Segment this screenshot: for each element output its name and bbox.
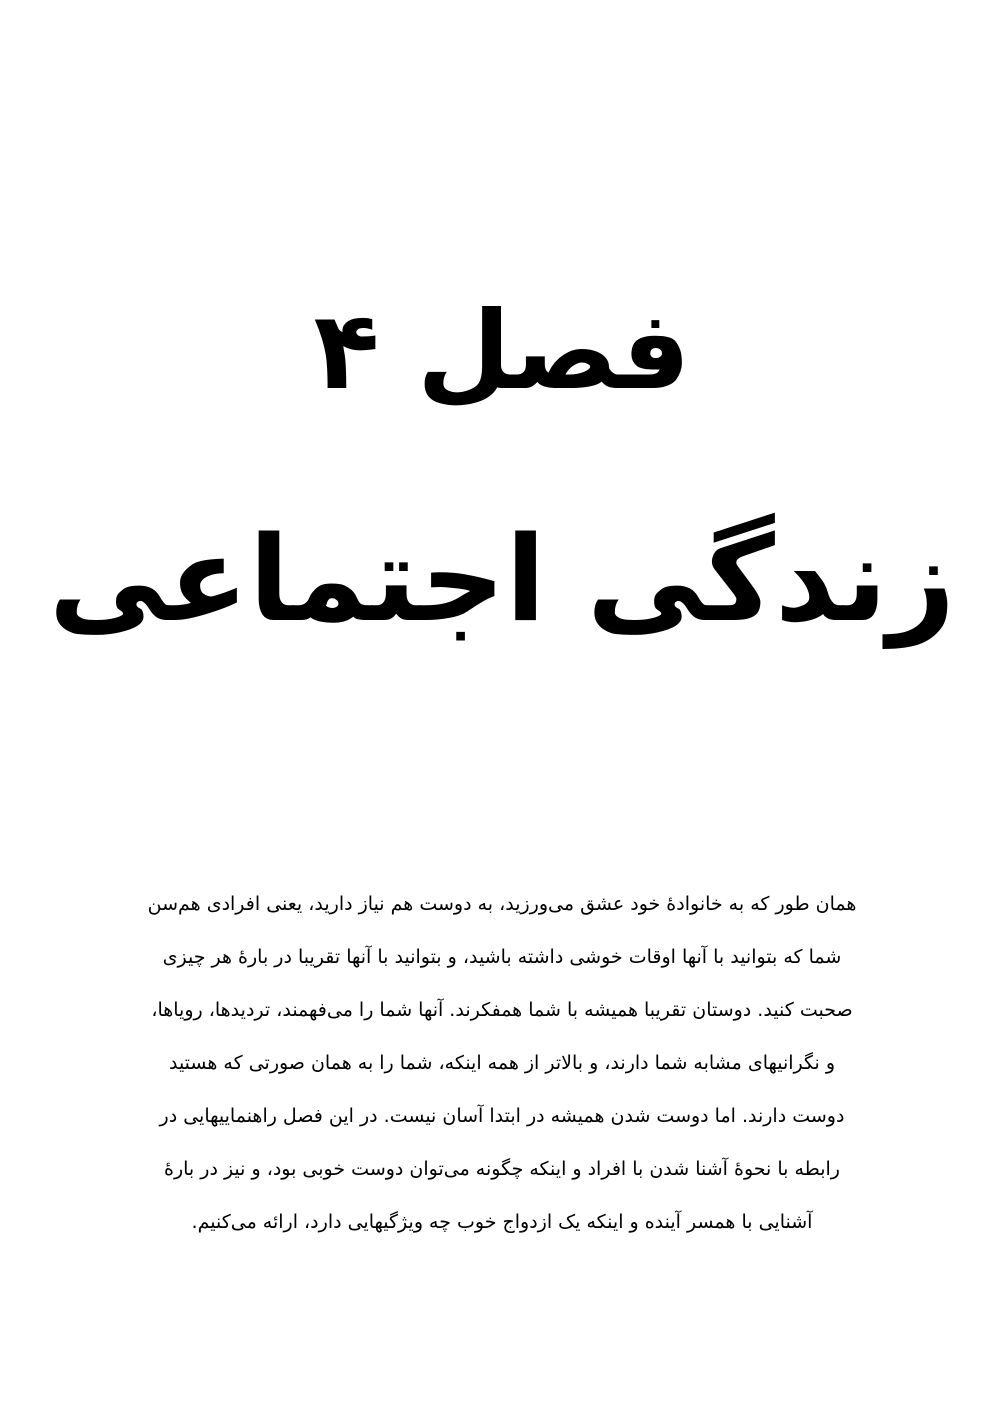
intro-line: و نگرانیهای مشابه شما دارند، و بالاتر از همه اینکه، شما را به همان صورتی که هستید xyxy=(168,1052,836,1074)
chapter-number-heading: فصل ۴ xyxy=(313,289,691,414)
intro-line: آشنایی با همسر آینده و اینکه یک ازدواج خوب چه ویژگیهایی دارد، ارائه می‌کنیم. xyxy=(191,1211,813,1233)
intro-line: رابطه با نحوهٔ آشنا شدن با افراد و اینکه چگونه می‌توان دوست خوبی بود، و نیز در بارهٔ xyxy=(164,1158,840,1180)
chapter-intro-paragraph xyxy=(70,878,934,1249)
intro-line: همان طور که به خانوادهٔ خود عشق می‌ورزید، به دوست هم نیاز دارید، یعنی افرادی هم‌سن xyxy=(147,893,857,915)
intro-line: شما که بتوانید با آنها اوقات خوشی داشته باشید، و بتوانید با آنها تقریبا در بارهٔ هر چیزی xyxy=(162,946,842,968)
intro-line: صحبت کنید. دوستان تقریبا همیشه با شما همفکرند. آنها شما را می‌فهمند، تردیدها، رویاها، xyxy=(151,999,853,1021)
intro-line: دوست دارند. اما دوست شدن همیشه در ابتدا آسان نیست. در این فصل راهنماییهایی در xyxy=(159,1105,845,1127)
chapter-title-heading: زندگی اجتماعی xyxy=(48,510,956,648)
